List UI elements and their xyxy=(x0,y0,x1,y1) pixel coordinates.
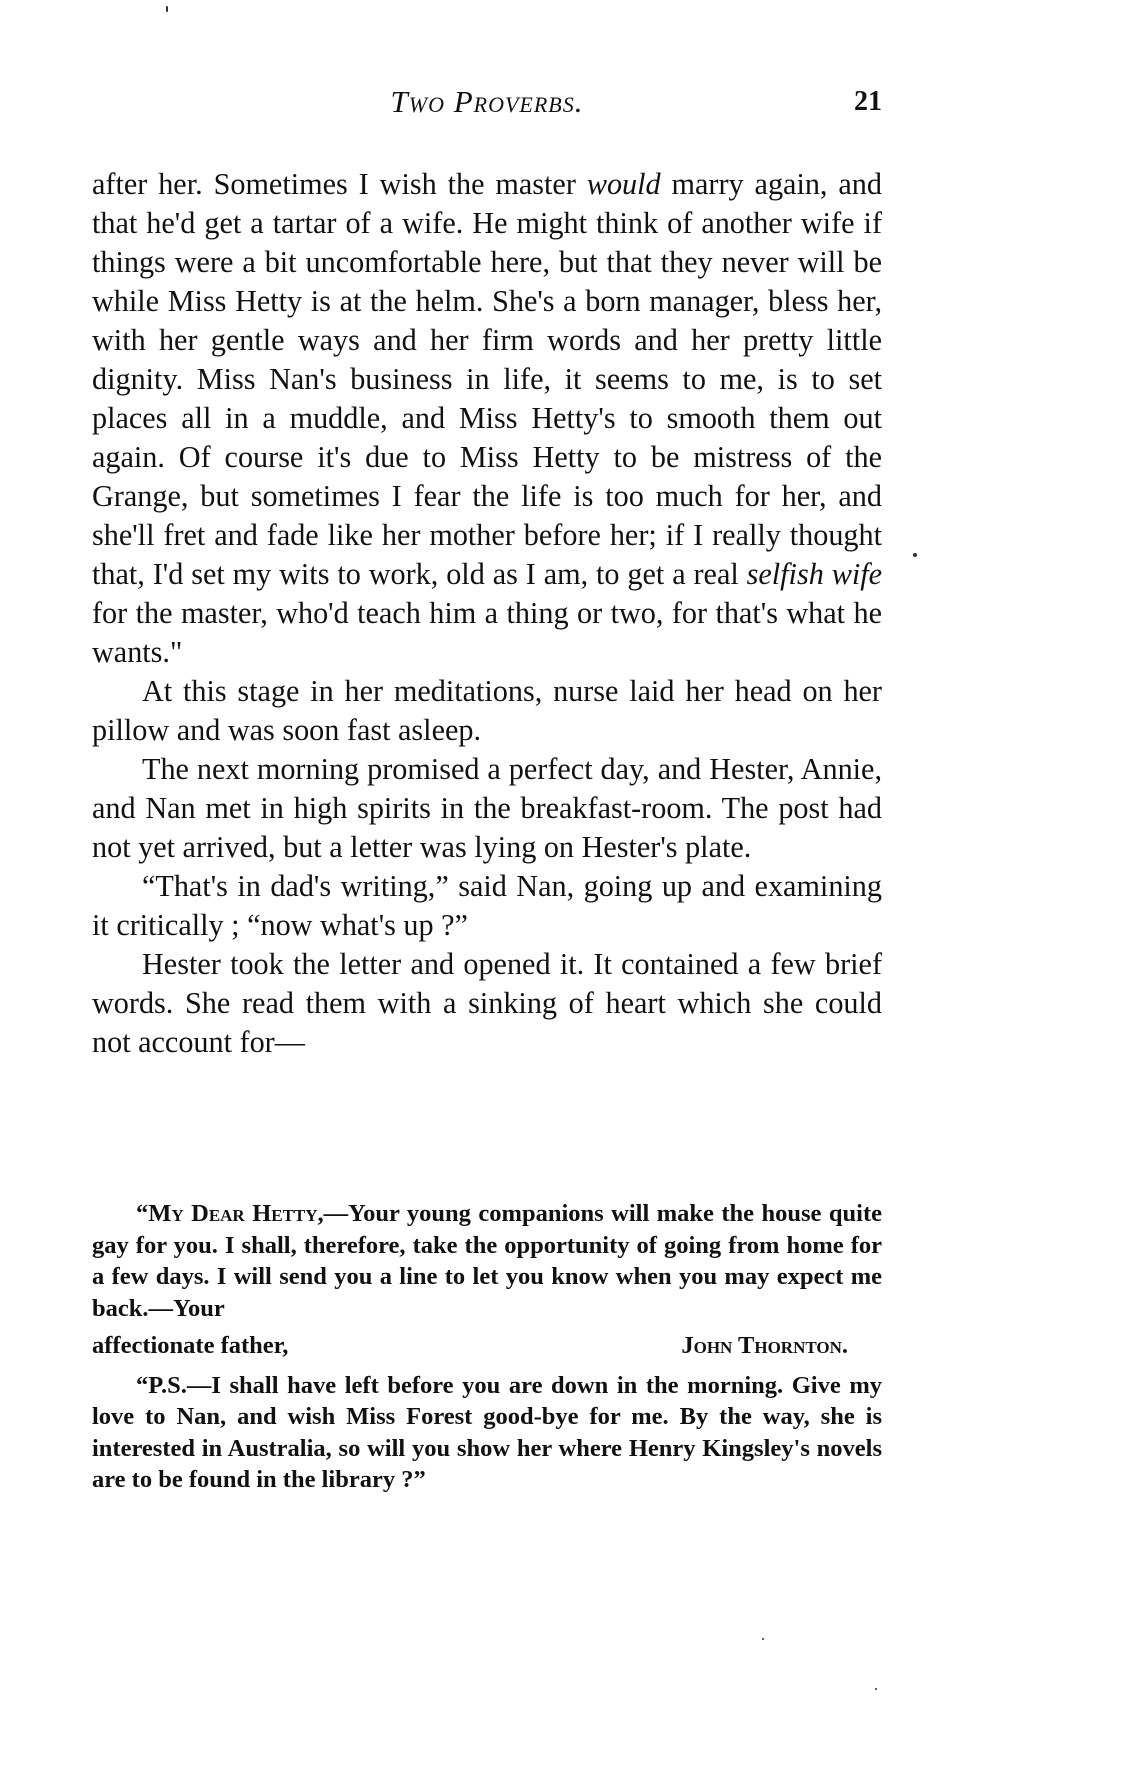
paragraph-5: Hester took the letter and opened it. It contained a few brief words. She read them with a sinking of heart which she could not account for— xyxy=(92,947,882,1059)
paragraph-1-emphasis-a: would xyxy=(586,167,661,201)
letter-body xyxy=(92,1198,882,1324)
letter-signature: John Thornton. xyxy=(681,1332,848,1359)
body-text xyxy=(92,165,882,1062)
print-speck xyxy=(913,553,917,557)
running-title: Two Proverbs. xyxy=(390,84,584,119)
letter-postscript: “P.S.—I shall have left before you are down in the morning. Give my love to Nan, and wish Miss Forest good-bye for me. By the way, she is interested in Australia, so will you show her where Henry Kingsley's novels are to be found in the library ?” xyxy=(92,1371,882,1493)
paragraph-1-emphasis-b: selfish wife xyxy=(746,557,882,591)
page-number: 21 xyxy=(854,86,882,117)
letter-closing: affectionate father, xyxy=(92,1332,289,1359)
paragraph-4: “That's in dad's writing,” said Nan, going up and examining it critically ; “now what's up ?” xyxy=(92,869,882,942)
print-speck xyxy=(875,1688,877,1690)
paragraph-1-text-b: marry again, and that he'd get a tartar of a wife. He might think of another wife if things were a bit uncomfortable here, but that they never will be while Miss Hetty is at the helm. She's a born manager, bless her, with her gentle ways and her firm words and her pretty little dignity. Miss Nan's business in life, it seems to me, is to set places all in a muddle, and Miss Hetty's to smooth them out again. Of course it's due to Miss Hetty to be mistress of the Grange, but sometimes I fear the life is too much for her, and she'll fret and fade like her mother before her; if I really thought that, I'd set my wits to work, old as I am, to get a real xyxy=(92,167,882,591)
paragraph-1 xyxy=(92,165,882,672)
print-speck xyxy=(762,1638,764,1640)
paragraph-1-text-a: after her. Sometimes I wish the master xyxy=(92,167,587,201)
print-speck xyxy=(166,6,168,12)
letter-salutation: “My Dear Hetty, xyxy=(136,1200,324,1227)
quoted-letter xyxy=(92,1198,882,1502)
letter-signoff xyxy=(92,1330,882,1362)
paragraph-2: At this stage in her meditations, nurse laid her head on her pillow and was soon fast asleep. xyxy=(92,674,882,747)
letter-text: —Your young companions will make the house quite gay for you. I shall, therefore, take the opportunity of going from home for a few days. I will send you a line to let you know when you may expect me back.—Your xyxy=(92,1200,882,1322)
page-header xyxy=(92,84,882,128)
paragraph-3: The next morning promised a perfect day, and Hester, Annie, and Nan met in high spirits in the breakfast-room. The post had not yet arrived, but a letter was lying on Hester's plate. xyxy=(92,752,882,864)
paragraph-1-text-c: for the master, who'd teach him a thing or two, for that's what he wants." xyxy=(92,596,882,669)
